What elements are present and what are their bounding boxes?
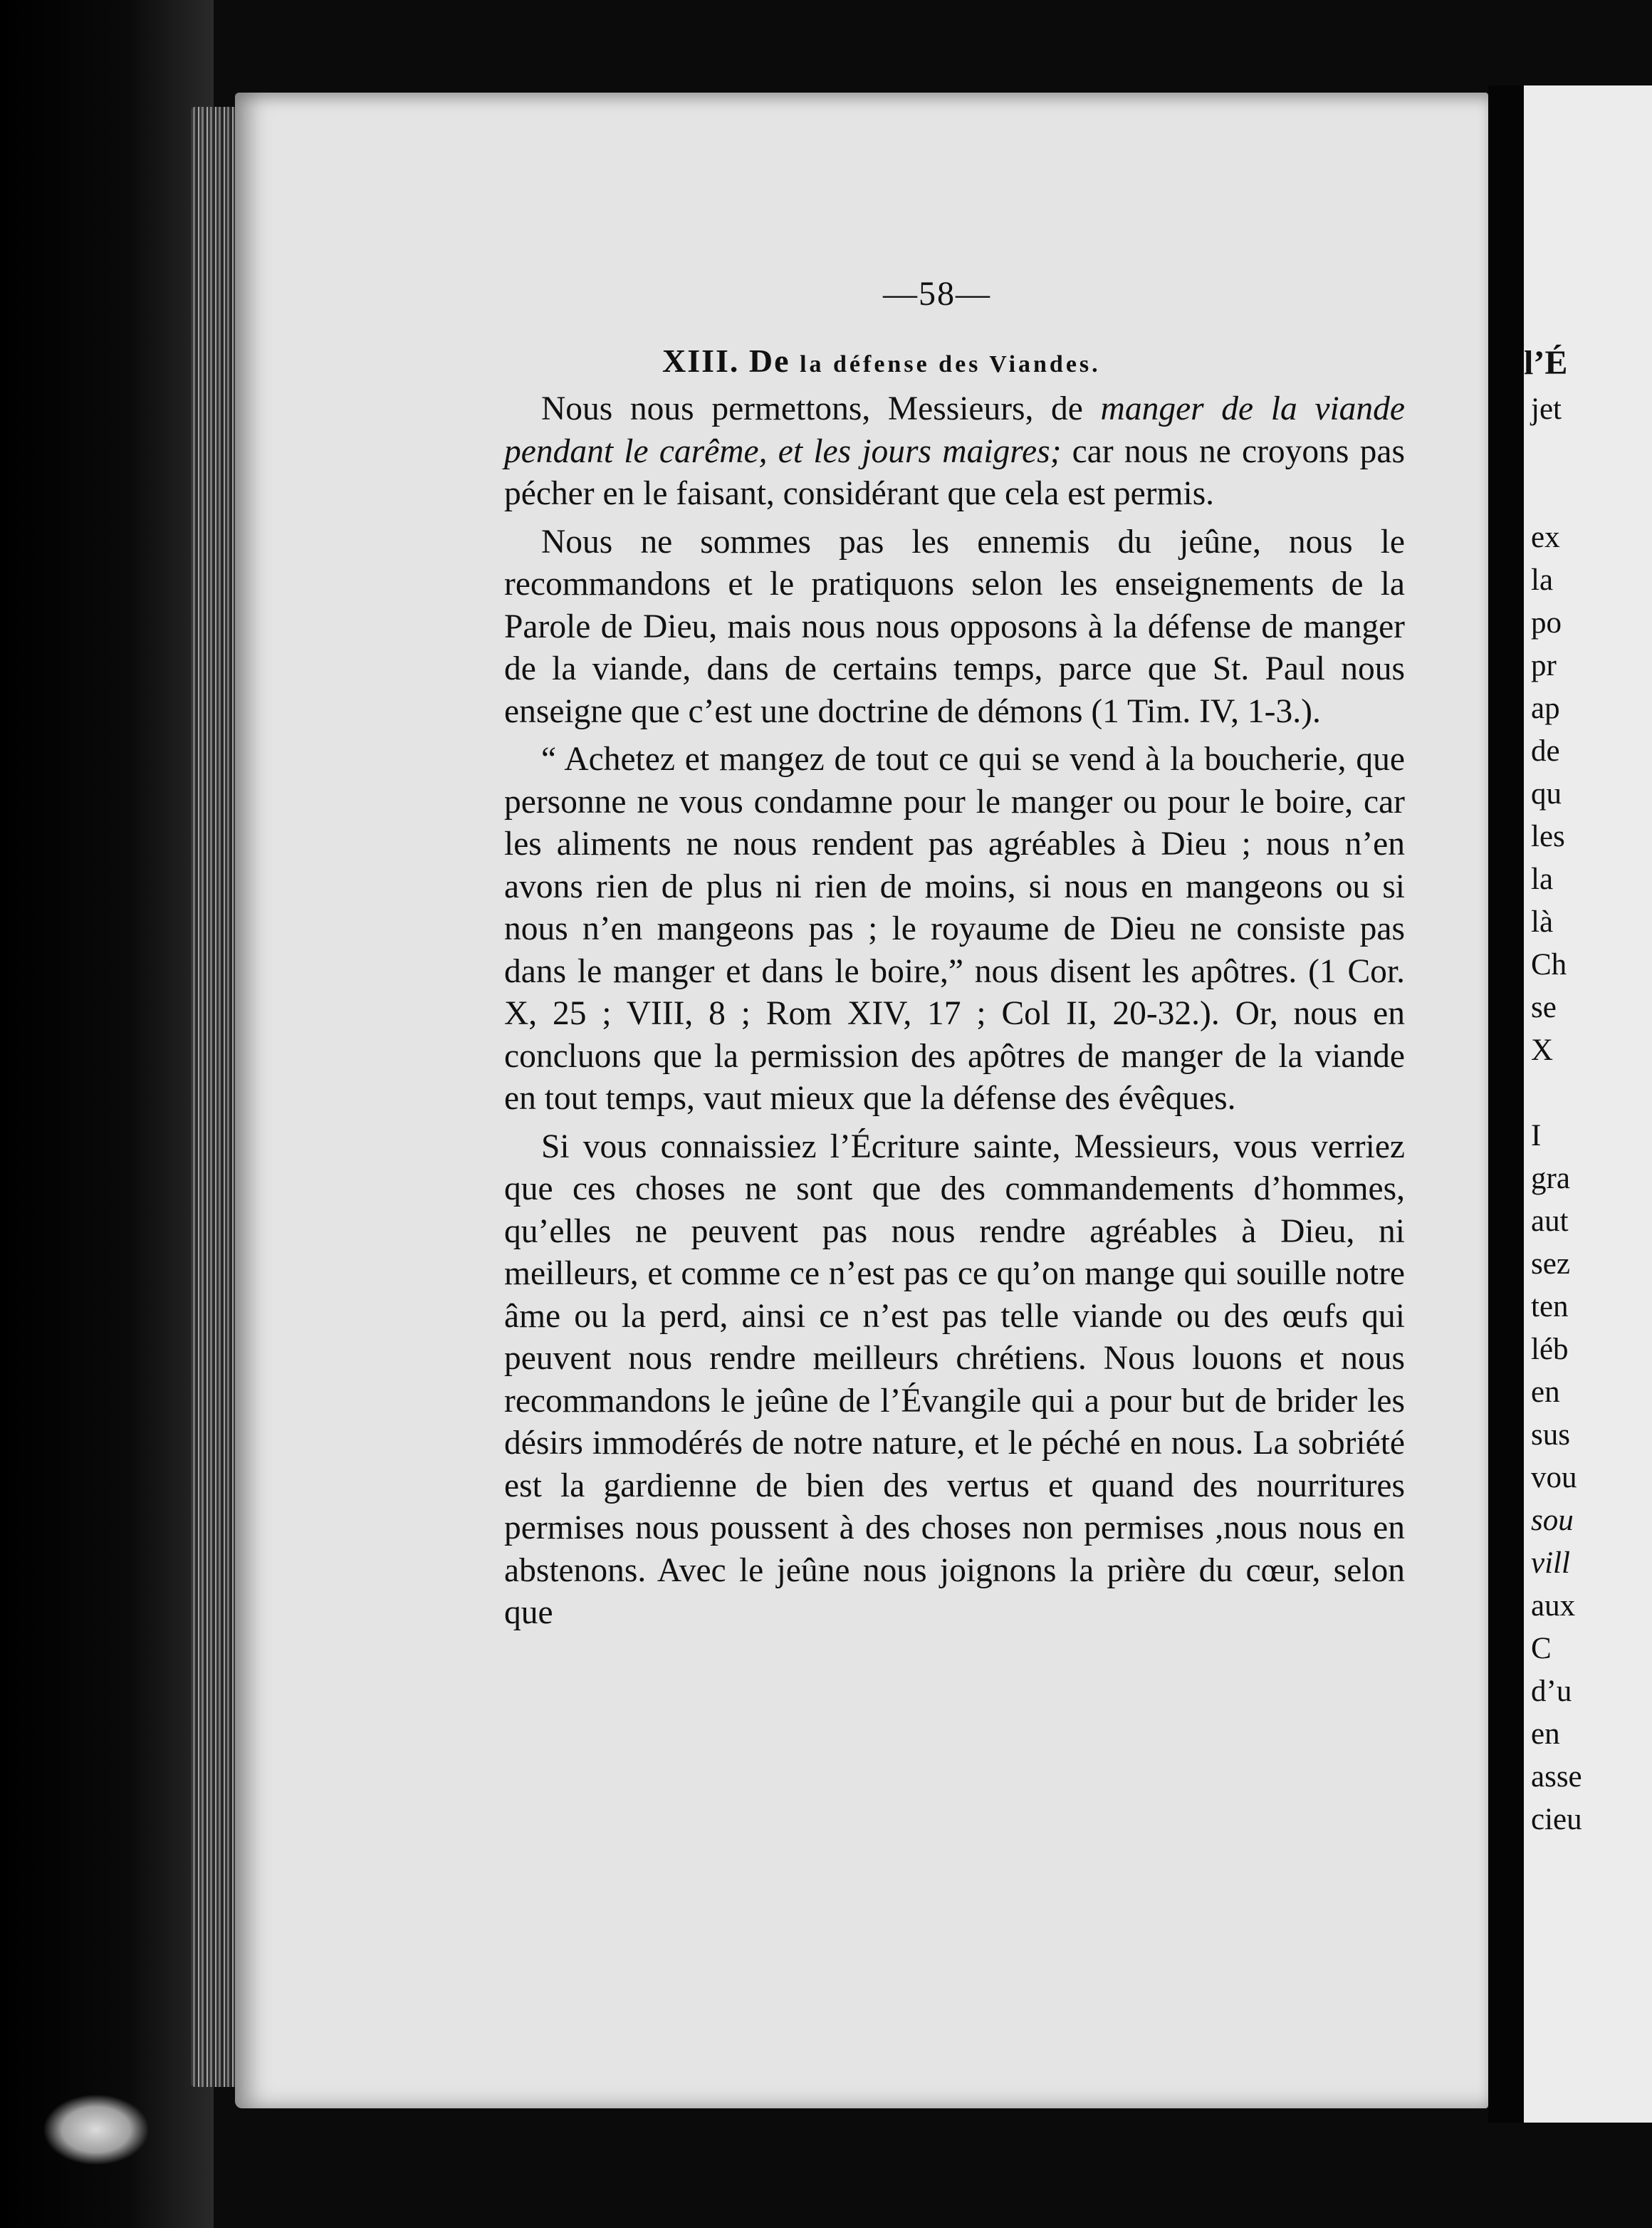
right-page-fragment: aut — [1531, 1204, 1569, 1238]
book-page-edges — [191, 107, 241, 2087]
scan-dark-border — [0, 0, 214, 2228]
right-page-fragment: la — [1531, 563, 1554, 597]
paragraph-segment: Si vous connaissiez l’Écriture sainte, Messieurs, vous verriez que ces choses ne sont que des commandements d’hommes, qu’elles ne peuvent pas nous rendre agréables à Dieu, ni meilleurs, et comme ce n’est pas ce qu’on mange qui souille notre âme ou la perd, ainsi ce n’est pas telle viande ou des œufs qui peuvent nous rendre meilleurs chrétiens. Nous louons et nous recommandons le jeûne de l’Évangile qui a pour but de brider les désirs immodérés de notre nature, et le péché en nous. La sobriété est la gardienne de bien des vertus et quand des nourritures permises nous poussent à des choses non permises ,nous nous en abstenons. Avec le jeûne nous joignons la prière du cœur, selon que — [504, 1128, 1405, 1631]
right-page-fragment: de — [1531, 734, 1560, 768]
right-page-fragment: vou — [1531, 1461, 1577, 1494]
right-page-fragment: en — [1531, 1717, 1560, 1751]
paper-stain — [43, 2094, 150, 2165]
right-page-fragment: d’u — [1531, 1675, 1572, 1708]
right-page-fragment: qu — [1531, 777, 1562, 811]
paragraph-segment-italic: manger de la viande pendant le carême, et les jours maigres; — [504, 390, 1405, 470]
right-page-fragment: cieu — [1531, 1803, 1582, 1836]
heading-smallcaps: la défense des Viandes. — [800, 351, 1101, 378]
book-page-right-partial — [1524, 85, 1652, 2123]
right-page-fragment: léb — [1531, 1333, 1569, 1366]
right-page-fragment: C — [1531, 1632, 1552, 1665]
right-page-fragment: se — [1531, 991, 1557, 1024]
right-page-fragment: jet — [1531, 392, 1562, 426]
page-body-text — [504, 388, 1405, 1635]
right-page-fragment: Ch — [1531, 948, 1567, 982]
paragraph-segment: car nous ne croyons pas pécher en le faisant, considérant que cela est permis. — [504, 432, 1405, 512]
right-page-fragment: I — [1531, 1119, 1542, 1152]
paragraph-2 — [504, 521, 1405, 734]
book-gutter — [1488, 85, 1524, 2123]
right-page-fragment: les — [1531, 820, 1565, 853]
right-page-fragment: sus — [1531, 1418, 1570, 1452]
right-page-fragment: aux — [1531, 1589, 1576, 1623]
paragraph-3 — [504, 739, 1405, 1120]
paragraph-4 — [504, 1126, 1405, 1635]
right-page-fragment: la — [1531, 863, 1554, 896]
right-page-fragment: po — [1531, 606, 1562, 640]
right-page-fragment: gra — [1531, 1162, 1570, 1195]
heading-main: XIII. De — [662, 343, 790, 379]
paragraph-1 — [504, 388, 1405, 516]
right-page-fragment: en — [1531, 1375, 1560, 1409]
right-page-fragment: asse — [1531, 1760, 1582, 1794]
right-page-fragment: vill — [1531, 1546, 1570, 1580]
paragraph-segment: “ Achetez et mangez de tout ce qui se vend à la boucherie, que personne ne vous condamne pour le manger ou pour le boire, car les aliments ne nous rendent pas agréables à Dieu ; nous n’en avons rien de plus ni rien de moins, si nous en mangeons ou si nous n’en mangeons pas ; le royaume de Dieu ne consiste pas dans le manger et dans le boire,” nous disent les apôtres. (1 Cor. X, 25 ; VIII, 8 ; Rom XIV, 17 ; Col II, 20-32.). Or, nous en concluons que la permission des apôtres de manger de la viande en tout temps, vaut mieux que la défense des évêques. — [504, 741, 1405, 1117]
right-page-fragment: l’É — [1524, 344, 1568, 382]
right-page-fragment: sou — [1531, 1504, 1574, 1537]
paragraph-segment: Nous nous permettons, Messieurs, de — [541, 390, 1101, 427]
right-page-fragment: là — [1531, 905, 1554, 939]
right-page-fragment: ap — [1531, 692, 1560, 725]
page-number: —58— — [883, 275, 991, 313]
right-page-fragment: X — [1531, 1034, 1554, 1067]
right-page-fragment: pr — [1531, 649, 1557, 682]
section-heading — [662, 342, 1101, 380]
right-page-fragment: ten — [1531, 1290, 1569, 1323]
right-page-fragment: ex — [1531, 521, 1560, 554]
paragraph-segment: Nous ne sommes pas les ennemis du jeûne, nous le recommandons et le pratiquons selon les enseignements de la Parole de Dieu, mais nous nous opposons à la défense de manger de la viande, dans de certains temps, parce que St. Paul nous enseigne que c’est une doctrine de démons (1 Tim. IV, 1-3.). — [504, 523, 1405, 730]
right-page-fragment: sez — [1531, 1247, 1570, 1281]
